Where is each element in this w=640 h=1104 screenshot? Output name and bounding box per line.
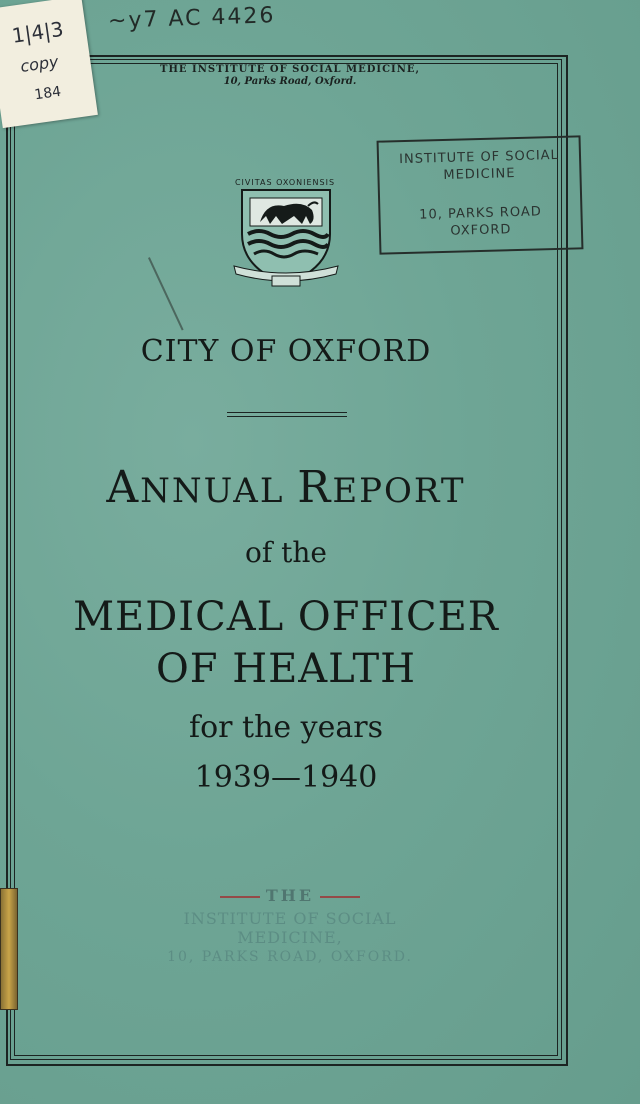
for-the-years-text: for the years [188, 710, 384, 745]
red-flourish [320, 896, 360, 898]
of-the-text: of the [245, 536, 327, 569]
stamp-line: INSTITUTE OF SOCIAL [398, 147, 560, 168]
city-heading: CITY OF OXFORD [140, 334, 432, 369]
library-stamp-top [120, 64, 460, 87]
library-stamp-box [377, 135, 584, 254]
library-stamp-bottom [130, 886, 450, 965]
note-line: 1|4|3 [10, 16, 65, 48]
stamp-line: MEDICINE [443, 166, 516, 183]
divider-rule [227, 416, 347, 417]
oxford-crest-icon [232, 176, 340, 288]
red-flourish [220, 896, 260, 898]
report-title [0, 462, 572, 513]
stamp-line: THE INSTITUTE OF SOCIAL MEDICINE, [160, 64, 420, 75]
crest-label: CIVITAS OXONIENSIS [234, 178, 336, 187]
handwritten-shelfmark: ~y7 AC 4426 [107, 3, 276, 34]
stamp-line [130, 886, 450, 905]
report-years: 1939—1940 [194, 760, 378, 795]
subtitle-line-2: OF HEALTH [155, 646, 417, 692]
title-smallcaps: NNUAL [140, 471, 298, 511]
note-line: 184 [33, 83, 63, 104]
title-initial: A [106, 462, 141, 513]
stamp-line: 10, Parks Road, Oxford. [223, 76, 357, 87]
stamp-line: INSTITUTE OF SOCIAL MEDICINE, [183, 909, 397, 947]
subtitle-line-1: MEDICAL OFFICER [73, 594, 499, 640]
title-initial: R [297, 462, 333, 513]
title-smallcaps: EPORT [332, 471, 466, 511]
paper-note [0, 0, 98, 128]
stamp-line-text: THE [265, 886, 315, 905]
divider-rule [227, 412, 347, 413]
note-line: copy [19, 51, 60, 76]
stamp-line: 10, PARKS ROAD, OXFORD. [167, 949, 413, 965]
stamp-line: OXFORD [450, 222, 512, 239]
stamp-line: 10, PARKS ROAD [419, 204, 542, 223]
binding-spine [0, 888, 18, 1010]
